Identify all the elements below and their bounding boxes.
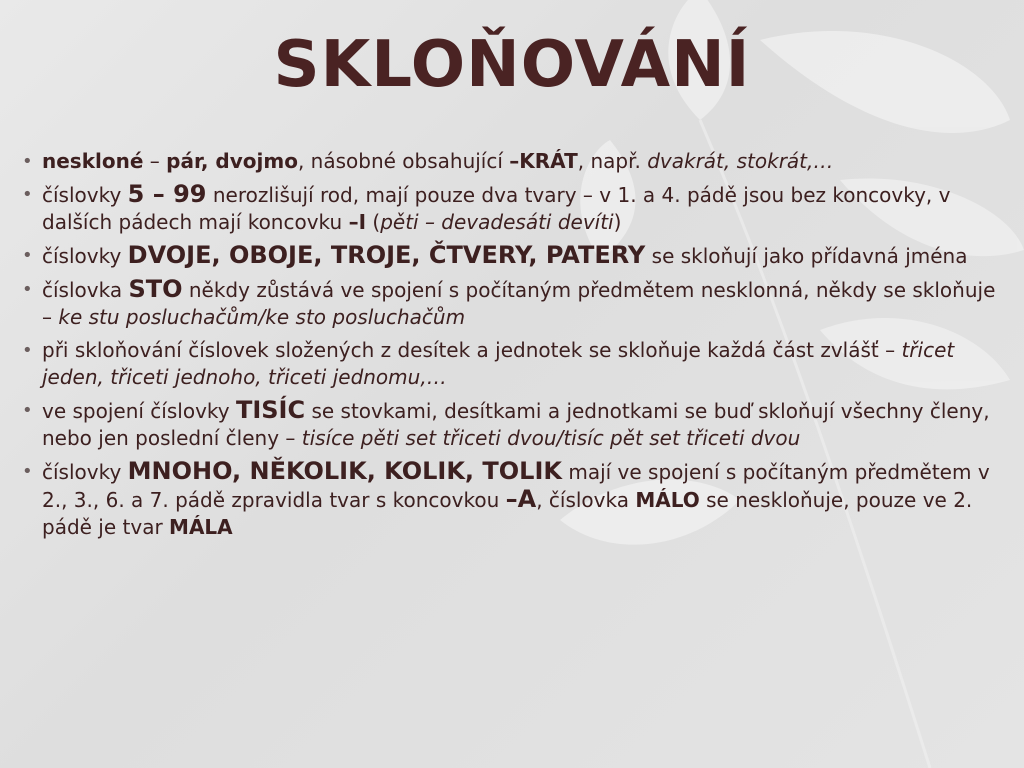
text-bold: DVOJE, OBOJE, TROJE, ČTVERY, PATERY — [127, 241, 646, 269]
text: ( — [366, 210, 381, 234]
text-bold: 5 – 99 — [127, 180, 207, 208]
text-italic: pěti – devadesáti devíti — [380, 210, 614, 234]
text: někdy zůstává ve spojení s počítaným předmětem nesklonná, někdy se skloňuje – — [42, 278, 996, 329]
text: , násobné obsahující — [297, 149, 510, 173]
text-italic: třicet jeden, třiceti jednoho, třiceti jednomu,… — [42, 338, 955, 389]
text-bold: –KRÁT — [509, 149, 578, 173]
text: mají ve spojení s počítaným předmětem v 2., 3., 6. a 7. pádě zpravidla tvar s koncovkou — [42, 460, 990, 512]
bullet-list — [20, 148, 1005, 547]
text-bold: –I — [348, 210, 367, 234]
text-italic: tisíce pěti set třiceti dvou/tisíc pět set třiceti dvou — [301, 426, 801, 450]
text: se skloňují jako přídavná jména — [645, 244, 968, 268]
text: – — [143, 149, 167, 173]
text: číslovky — [42, 460, 128, 484]
bullet-7 — [20, 458, 1005, 541]
text: , číslovka — [536, 488, 636, 512]
text-italic: dvakrát, stokrát,… — [647, 149, 834, 173]
text: ve spojení číslovky — [42, 399, 236, 423]
text-bold: neskloné — [42, 149, 144, 173]
text-bold: STO — [128, 275, 183, 303]
text: číslovky — [42, 183, 128, 207]
text: ) — [613, 210, 622, 234]
bullet-2 — [20, 181, 1005, 236]
text-bold: MNOHO, NĚKOLIK, KOLIK, TOLIK — [127, 457, 562, 485]
text: při skloňování číslovek složených z desítek a jednotek se skloňuje každá část zvlášť – — [42, 338, 902, 362]
text: nerozlišují rod, mají pouze dva tvary – v 1. a 4. pádě jsou bez koncovky, v dalších pádech mají koncovku — [42, 183, 951, 234]
bullet-1 — [20, 148, 1005, 175]
text: se stovkami, desítkami a jednotkami se buď skloňují všechny členy, nebo jen poslední členy – — [42, 399, 990, 450]
bullet-3 — [20, 242, 1005, 270]
text-bold: MÁLO — [635, 488, 700, 512]
text-bold: –A — [505, 485, 537, 513]
text-italic: ke stu posluchačům/ke sto posluchačům — [58, 305, 466, 329]
bullet-6 — [20, 397, 1005, 452]
text: , např. — [577, 149, 648, 173]
text: číslovka — [42, 278, 129, 302]
text: číslovky — [42, 244, 128, 268]
slide-title: SKLOŇOVÁNÍ — [273, 28, 751, 102]
bullet-5 — [20, 337, 1005, 391]
text-bold: pár, dvojmo — [166, 149, 298, 173]
text-bold: MÁLA — [169, 515, 233, 539]
bullet-4 — [20, 276, 1005, 331]
text: se neskloňuje, pouze ve 2. pádě je tvar — [42, 488, 973, 539]
text-bold: TISÍC — [235, 396, 306, 424]
